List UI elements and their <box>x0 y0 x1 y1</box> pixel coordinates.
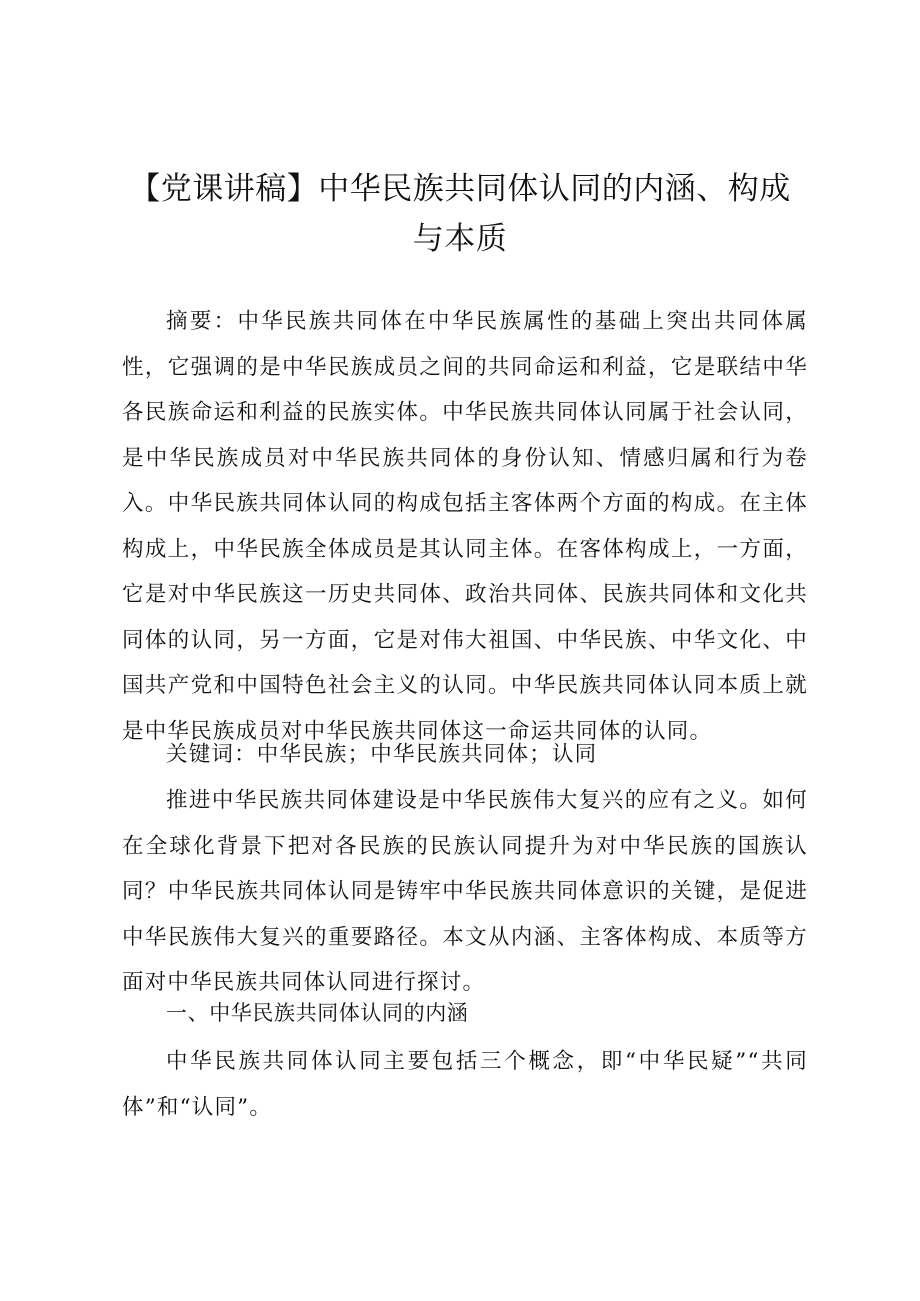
intro-paragraph: 推进中华民族共同体建设是中华民族伟大复兴的应有之义。如何在全球化背景下把对各民族的民族认同提升为对中华民族的国族认同？中华民族共同体认同是铸牢中华民族共同体意识的关键，是促进中华民族伟大复兴的重要路径。本文从内涵、主客体构成、本质等方面对中华民族共同体认同进行探讨。 <box>122 788 808 995</box>
section-paragraph: 中华民族共同体认同主要包括三个概念，即“中华民疑”“共同体”和“认同”。 <box>122 1049 808 1120</box>
keywords-paragraph: 关键词：中华民族；中华民族共同体；认同 <box>166 742 598 767</box>
abstract-paragraph: 摘要：中华民族共同体在中华民族属性的基础上突出共同体属性，它强调的是中华民族成员之间的共同命运和利益，它是联结中华各民族命运和利益的民族实体。中华民族共同体认同属于社会认同，是中华民族成员对中华民族共同体的身份认知、情感归属和行为卷入。中华民族共同体认同的构成包括主客体两个方面的构成。在主体构成上，中华民族全体成员是其认同主体。在客体构成上，一方面，它是对中华民族这一历史共同体、政治共同体、民族共同体和文化共同体的认同，另一方面，它是对伟大祖国、中华民族、中华文化、中国共产党和中国特色社会主义的认同。中华民族共同体认同本质上就是中华民族成员对中华民族共同体这一命运共同体的认同。 <box>122 309 808 744</box>
section-heading: 一、中华民族共同体认同的内涵 <box>166 1001 469 1025</box>
document-title: 【党课讲稿】中华民族共同体认同的内涵、构成与本质 <box>129 171 791 257</box>
